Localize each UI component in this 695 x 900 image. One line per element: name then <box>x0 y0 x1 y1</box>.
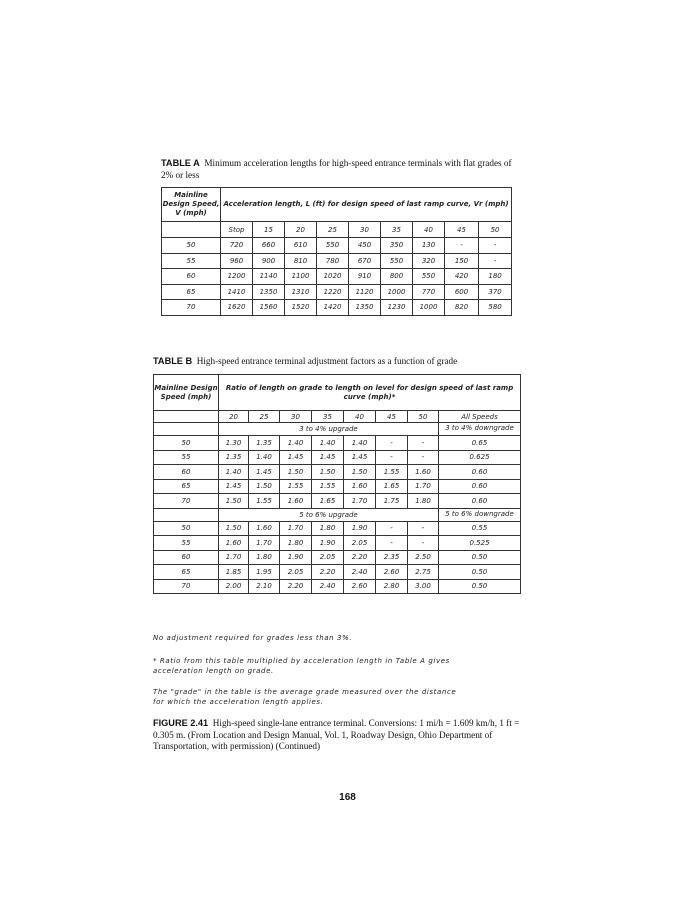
table-b-value-cell: 1.80 <box>312 521 344 536</box>
table-a-value-cell: 1000 <box>413 300 445 316</box>
table-row <box>162 253 512 269</box>
table-b-value-cell: 1.45 <box>249 465 280 480</box>
table-a-value-cell: 1350 <box>253 284 285 300</box>
table-a-value-cell: 550 <box>413 269 445 285</box>
table-b-value-cell: 1.30 <box>219 436 249 451</box>
table-b-value-cell: - <box>376 521 408 536</box>
table-a-value-cell: 420 <box>445 269 479 285</box>
table-a-value-cell: 960 <box>221 253 253 269</box>
table-a-value-cell: 780 <box>317 253 349 269</box>
table-b-value-cell: 2.75 <box>408 565 439 580</box>
table-row <box>154 450 521 465</box>
table-b-value-cell: 2.05 <box>344 536 376 551</box>
table-b-value-cell: 1.45 <box>344 450 376 465</box>
table-b-all-speeds-cell: 0.525 <box>439 536 521 551</box>
table-a-sub-header: 15 <box>253 222 285 238</box>
table-b-value-cell: 2.40 <box>344 565 376 580</box>
table-row <box>154 565 521 580</box>
table-b-value-cell: 1.65 <box>376 479 408 494</box>
table-b-value-cell: 1.60 <box>219 536 249 551</box>
table-b-speed-cell: 65 <box>154 565 219 580</box>
table-b <box>153 374 521 594</box>
table-b-value-cell: 2.00 <box>219 579 249 594</box>
table-b-value-cell: 1.75 <box>376 494 408 509</box>
table-b-sub-header: 30 <box>280 411 312 423</box>
page-number: 168 <box>339 792 356 803</box>
table-a-value-cell: 720 <box>221 238 253 254</box>
table-row <box>154 536 521 551</box>
table-row <box>154 579 521 594</box>
table-b-value-cell: 3.00 <box>408 579 439 594</box>
table-a-sub-header: 40 <box>413 222 445 238</box>
table-row <box>154 521 521 536</box>
table-a-value-cell: 550 <box>317 238 349 254</box>
table-b-value-cell: 1.40 <box>249 450 280 465</box>
table-a-value-cell: 550 <box>381 253 413 269</box>
table-b-value-cell: 1.45 <box>280 450 312 465</box>
figure-caption <box>153 718 528 753</box>
table-a-sub-header: 45 <box>445 222 479 238</box>
table-row <box>162 269 512 285</box>
table-b-value-cell: 1.55 <box>280 479 312 494</box>
table-a-value-cell: 670 <box>349 253 381 269</box>
table-b-speed-cell: 50 <box>154 436 219 451</box>
table-a-value-cell: 600 <box>445 284 479 300</box>
table-b-caption <box>153 356 533 368</box>
table-a-col-header: Mainline Design Speed, V (mph) <box>162 188 221 222</box>
table-b-all-speeds-cell: 0.60 <box>439 494 521 509</box>
table-b-value-cell: 1.40 <box>219 465 249 480</box>
table-b-value-cell: 1.60 <box>408 465 439 480</box>
figure-caption-text: High-speed single-lane entrance terminal. Conversions: 1 mi/h = 1.609 km/h, 1 ft = 0.305 m. (From Location and Design Manual, Vol. 1, Roadway Design, Ohio Department of Transportation, with permission) (Continued) <box>153 718 520 751</box>
table-b-value-cell: 1.55 <box>376 465 408 480</box>
table-b-group-all-label: 3 to 4% downgrade <box>439 423 521 436</box>
table-a-speed-cell: 70 <box>162 300 221 316</box>
table-a-value-cell: - <box>479 238 512 254</box>
table-row <box>154 479 521 494</box>
table-b-all-speeds-cell: 0.55 <box>439 521 521 536</box>
table-a-value-cell: 1350 <box>349 300 381 316</box>
table-b-value-cell: 1.40 <box>312 436 344 451</box>
table-b-value-cell: 1.55 <box>312 479 344 494</box>
table-b-value-cell: 2.05 <box>280 565 312 580</box>
table-b-value-cell: - <box>408 536 439 551</box>
table-b-value-cell: 1.50 <box>344 465 376 480</box>
table-b-span-header: Ratio of length on grade to length on level for design speed of last ramp curve (mph)* <box>219 375 521 411</box>
table-row <box>154 436 521 451</box>
table-b-value-cell: 2.05 <box>312 550 344 565</box>
table-a-value-cell: 1620 <box>221 300 253 316</box>
table-a-value-cell: 1000 <box>381 284 413 300</box>
table-b-value-cell: 1.50 <box>249 479 280 494</box>
table-b-label: TABLE B <box>153 356 193 366</box>
table-b-value-cell: 1.35 <box>219 450 249 465</box>
table-b-sub-header: 45 <box>376 411 408 423</box>
table-b-value-cell: 1.50 <box>312 465 344 480</box>
table-b-value-cell: 1.95 <box>249 565 280 580</box>
table-b-group-label: 5 to 6% upgrade <box>219 508 439 521</box>
table-b-all-speeds-cell: 0.50 <box>439 579 521 594</box>
table-b-all-speeds-cell: 0.60 <box>439 465 521 480</box>
table-b-value-cell: 1.40 <box>280 436 312 451</box>
table-b-value-cell: 1.70 <box>249 536 280 551</box>
table-a-value-cell: 180 <box>479 269 512 285</box>
table-b-value-cell: 1.50 <box>280 465 312 480</box>
table-a-value-cell: 1220 <box>317 284 349 300</box>
table-b-value-cell: 1.60 <box>344 479 376 494</box>
table-a-value-cell: 910 <box>349 269 381 285</box>
table-a-speed-cell: 60 <box>162 269 221 285</box>
table-b-value-cell: 1.90 <box>344 521 376 536</box>
table-b-speed-cell: 55 <box>154 450 219 465</box>
table-a-value-cell: 1200 <box>221 269 253 285</box>
table-a-value-cell: 320 <box>413 253 445 269</box>
table-b-value-cell: 1.45 <box>312 450 344 465</box>
table-b-value-cell: 1.70 <box>219 550 249 565</box>
table-b-value-cell: 1.45 <box>219 479 249 494</box>
table-a-value-cell: 770 <box>413 284 445 300</box>
table-row <box>162 284 512 300</box>
table-a-value-cell: 1420 <box>317 300 349 316</box>
table-row <box>154 465 521 480</box>
table-b-value-cell: 1.50 <box>219 494 249 509</box>
table-b-value-cell: 2.60 <box>344 579 376 594</box>
table-b-all-speeds-cell: 0.60 <box>439 479 521 494</box>
table-b-value-cell: 1.85 <box>219 565 249 580</box>
table-b-value-cell: - <box>408 436 439 451</box>
table-b-group-row <box>154 508 521 521</box>
table-a-value-cell: 370 <box>479 284 512 300</box>
table-b-speed-cell: 55 <box>154 536 219 551</box>
table-a-value-cell: 1120 <box>349 284 381 300</box>
table-b-value-cell: 2.20 <box>280 579 312 594</box>
table-b-value-cell: 1.55 <box>249 494 280 509</box>
table-a-value-cell: 130 <box>413 238 445 254</box>
table-b-value-cell: 1.80 <box>249 550 280 565</box>
table-b-all-speeds-cell: 0.50 <box>439 550 521 565</box>
table-a-sub-header: 35 <box>381 222 413 238</box>
table-row <box>154 550 521 565</box>
table-b-value-cell: 2.35 <box>376 550 408 565</box>
table-b-value-cell: 1.70 <box>344 494 376 509</box>
note-no-adjustment: No adjustment required for grades less than 3%. <box>153 634 353 642</box>
table-b-value-cell: 2.60 <box>376 565 408 580</box>
table-a-sub-header: 50 <box>479 222 512 238</box>
table-b-value-cell: 2.10 <box>249 579 280 594</box>
table-a-label: TABLE A <box>161 158 200 168</box>
table-row <box>162 238 512 254</box>
table-b-value-cell: 2.20 <box>344 550 376 565</box>
table-a-span-header: Acceleration length, L (ft) for design speed of last ramp curve, Vr (mph) <box>221 188 512 222</box>
table-b-sub-blank <box>154 411 219 423</box>
table-b-group-row <box>154 423 521 436</box>
table-b-group-blank <box>154 508 219 521</box>
table-b-value-cell: 2.80 <box>376 579 408 594</box>
table-b-value-cell: 1.80 <box>408 494 439 509</box>
table-b-group-blank <box>154 423 219 436</box>
note-grade: The "grade" in the table is the average grade measured over the distance for which the acceleration length applies. <box>153 688 457 706</box>
table-b-sub-header: 35 <box>312 411 344 423</box>
table-a-value-cell: 1100 <box>285 269 317 285</box>
table-b-value-cell: 2.40 <box>312 579 344 594</box>
table-b-value-cell: 1.65 <box>312 494 344 509</box>
table-a-caption-text: Minimum acceleration lengths for high-speed entrance terminals with flat grades of 2% or less <box>161 158 512 180</box>
table-b-value-cell: - <box>376 450 408 465</box>
table-a-value-cell: 610 <box>285 238 317 254</box>
table-b-value-cell: 1.90 <box>280 550 312 565</box>
table-b-value-cell: 1.80 <box>280 536 312 551</box>
table-b-sub-header: 20 <box>219 411 249 423</box>
table-b-value-cell: 1.50 <box>219 521 249 536</box>
table-b-group-all-label: 5 to 6% downgrade <box>439 508 521 521</box>
table-a-value-cell: 1020 <box>317 269 349 285</box>
table-a-value-cell: 660 <box>253 238 285 254</box>
table-a-value-cell: 1140 <box>253 269 285 285</box>
table-b-value-cell: 1.60 <box>280 494 312 509</box>
table-b-value-cell: 1.90 <box>312 536 344 551</box>
note-ratio: * Ratio from this table multiplied by acceleration length in Table A gives acceleration length on grade. <box>153 657 450 675</box>
table-a-value-cell: 1560 <box>253 300 285 316</box>
table-b-sub-header: All Speeds <box>439 411 521 423</box>
table-row <box>162 300 512 316</box>
table-b-sub-header: 50 <box>408 411 439 423</box>
table-a-speed-cell: 55 <box>162 253 221 269</box>
table-a-speed-cell: 65 <box>162 284 221 300</box>
table-b-speed-cell: 60 <box>154 465 219 480</box>
table-b-sub-header: 40 <box>344 411 376 423</box>
table-a-value-cell: 1310 <box>285 284 317 300</box>
table-b-sub-header: 25 <box>249 411 280 423</box>
table-a-value-cell: 1410 <box>221 284 253 300</box>
table-a-value-cell: 800 <box>381 269 413 285</box>
table-a-speed-cell: 50 <box>162 238 221 254</box>
table-b-speed-cell: 65 <box>154 479 219 494</box>
table-b-group-label: 3 to 4% upgrade <box>219 423 439 436</box>
table-b-all-speeds-cell: 0.65 <box>439 436 521 451</box>
table-b-value-cell: 1.40 <box>344 436 376 451</box>
figure-label: FIGURE 2.41 <box>153 718 209 728</box>
table-a-value-cell: 150 <box>445 253 479 269</box>
table-a-sub-header: 30 <box>349 222 381 238</box>
table-a-value-cell: 580 <box>479 300 512 316</box>
table-a-value-cell: 350 <box>381 238 413 254</box>
table-a-caption <box>161 158 521 181</box>
table-a-value-cell: 900 <box>253 253 285 269</box>
table-b-value-cell: - <box>408 450 439 465</box>
table-a-value-cell: 810 <box>285 253 317 269</box>
table-a-sub-header: Stop <box>221 222 253 238</box>
table-b-speed-cell: 60 <box>154 550 219 565</box>
table-a-sub-header: 20 <box>285 222 317 238</box>
table-b-value-cell: 1.35 <box>249 436 280 451</box>
table-a-sub-header: 25 <box>317 222 349 238</box>
table-b-value-cell: - <box>408 521 439 536</box>
table-a <box>161 187 512 316</box>
table-a-value-cell: 820 <box>445 300 479 316</box>
table-a-value-cell: - <box>445 238 479 254</box>
table-a-value-cell: - <box>479 253 512 269</box>
table-b-all-speeds-cell: 0.625 <box>439 450 521 465</box>
table-row <box>154 494 521 509</box>
table-b-value-cell: - <box>376 436 408 451</box>
table-b-speed-cell: 70 <box>154 579 219 594</box>
table-a-sub-blank <box>162 222 221 238</box>
table-b-value-cell: 2.20 <box>312 565 344 580</box>
table-b-value-cell: 2.50 <box>408 550 439 565</box>
table-b-value-cell: 1.60 <box>249 521 280 536</box>
table-a-value-cell: 450 <box>349 238 381 254</box>
table-b-caption-text: High-speed entrance terminal adjustment factors as a function of grade <box>196 356 458 366</box>
table-b-value-cell: - <box>376 536 408 551</box>
table-b-all-speeds-cell: 0.50 <box>439 565 521 580</box>
table-b-value-cell: 1.70 <box>408 479 439 494</box>
table-b-speed-cell: 50 <box>154 521 219 536</box>
table-b-col-header: Mainline Design Speed (mph) <box>154 375 219 411</box>
table-b-speed-cell: 70 <box>154 494 219 509</box>
table-a-value-cell: 1520 <box>285 300 317 316</box>
table-b-value-cell: 1.70 <box>280 521 312 536</box>
table-a-value-cell: 1230 <box>381 300 413 316</box>
